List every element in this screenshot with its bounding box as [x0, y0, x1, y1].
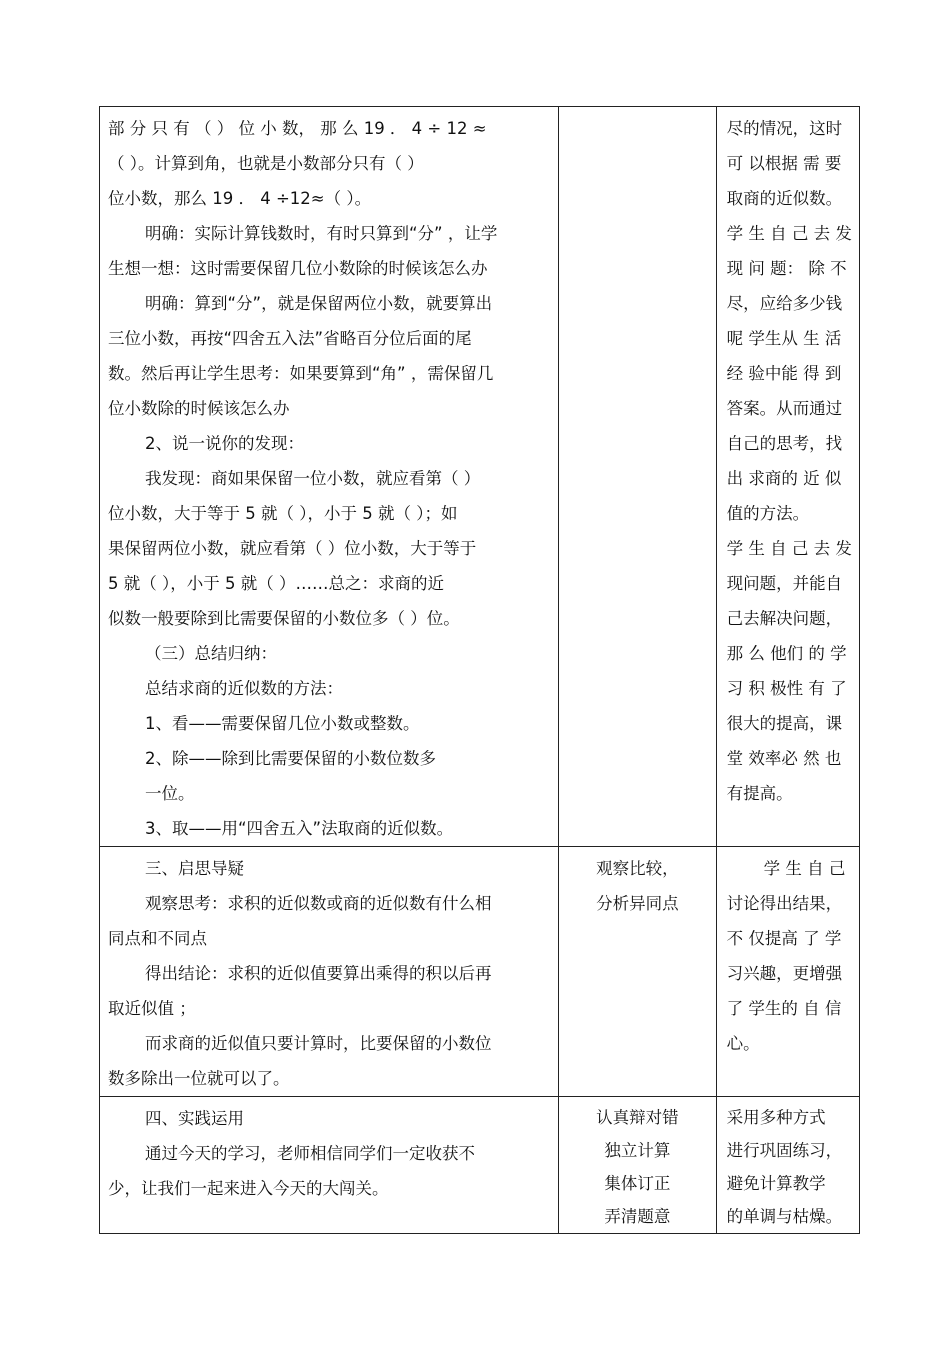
text-line: 生想一想：这时需要保留几位小数除的时候该怎么办: [108, 259, 488, 278]
text-line: 不 仅提高 了 学: [726, 929, 842, 948]
text-line: 位小数除的时候该怎么办: [108, 399, 290, 418]
text-line: （ ）。计算到角，也就是小数部分只有（ ）: [108, 154, 424, 173]
text-line: 弄清题意: [604, 1207, 671, 1226]
lesson-plan-table: [99, 106, 860, 1234]
text-line: 学 生 自 己 去 发: [726, 224, 852, 243]
text-line: 答案。从而通过: [726, 399, 843, 418]
text-line: 可 以根据 需 要: [726, 154, 842, 173]
teaching-process-cell: [100, 107, 559, 847]
text-line: 总结求商的近似数的方法：: [145, 679, 343, 698]
text-line: 我发现：商如果保留一位小数，就应看第（ ）: [145, 469, 481, 488]
text-line: 习 积 极性 有 了: [726, 679, 847, 698]
text-line: 己去解决问题，: [726, 609, 843, 628]
text-line: （三）总结归纳：: [145, 644, 277, 663]
table-row: [100, 107, 860, 847]
text-line: 2、除——除到比需要保留的小数位数多: [145, 749, 436, 768]
design-intent-cell: [716, 107, 859, 847]
text-line: 取商的近似数。: [726, 189, 843, 208]
text-line: 习兴趣，更增强: [726, 964, 843, 983]
student-activity-cell: [559, 847, 716, 1097]
text-line: 2、说一说你的发现：: [145, 434, 304, 453]
text-line: 数多除出一位就可以了。: [108, 1069, 290, 1088]
table-row: [100, 1097, 860, 1234]
text-line: 了 学生的 自 信: [726, 999, 842, 1018]
text-line: 值的方法。: [726, 504, 810, 523]
text-line: 尽的情况，这时: [726, 119, 843, 138]
text-line: 经 验中能 得 到: [726, 364, 842, 383]
text-line: 明确：实际计算钱数时，有时只算到“分” ，让学: [145, 224, 498, 243]
text-line: 认真辩对错: [596, 1108, 679, 1127]
text-line: 集体订正: [604, 1174, 671, 1193]
text-line: 四、实践运用: [145, 1109, 244, 1128]
text-line: 学 生 自 己 去 发: [726, 539, 852, 558]
text-line: 讨论得出结果，: [726, 894, 843, 913]
text-line: 采用多种方式: [726, 1108, 826, 1127]
text-line: 三、启思导疑: [145, 859, 244, 878]
text-line: 少，让我们一起来进入今天的大闯关。: [108, 1179, 389, 1198]
teaching-process-cell: [100, 847, 559, 1097]
text-line: 得出结论：求积的近似值要算出乘得的积以后再: [145, 964, 492, 983]
text-line: 分析异同点: [596, 894, 679, 913]
text-line: 现问题，并能自: [726, 574, 843, 593]
text-line: 很大的提高，课: [726, 714, 843, 733]
text-line: 堂 效率必 然 也: [726, 749, 842, 768]
text-line: 现 问 题： 除 不: [726, 259, 847, 278]
text-line: 避免计算教学: [726, 1174, 826, 1193]
text-line: 明确：算到“分”，就是保留两位小数，就要算出: [145, 294, 493, 313]
text-line: 3、取——用“四舍五入”法取商的近似数。: [145, 819, 454, 838]
text-line: 心。: [726, 1034, 760, 1053]
text-line: 那 么 他们 的 学: [726, 644, 847, 663]
text-line: 自己的思考，找: [726, 434, 843, 453]
text-line: 进行巩固练习，: [726, 1141, 843, 1160]
text-line: 果保留两位小数，就应看第（ ）位小数，大于等于: [108, 539, 477, 558]
student-activity-cell: [559, 1097, 716, 1234]
text-line: 通过今天的学习，老师相信同学们一定收获不: [145, 1144, 475, 1163]
text-line: 独立计算: [604, 1141, 671, 1160]
student-activity-cell: [559, 107, 716, 847]
text-line: 观察比较，: [596, 859, 679, 878]
text-line: 同点和不同点: [108, 929, 207, 948]
design-intent-cell: [716, 1097, 859, 1234]
text-line: 而求商的近似值只要计算时，比要保留的小数位: [145, 1034, 492, 1053]
text-line: 呢 学生从 生 活: [726, 329, 842, 348]
text-line: 有提高。: [726, 784, 793, 803]
text-line: 尽，应给多少钱: [726, 294, 843, 313]
text-line: 观察思考：求积的近似数或商的近似数有什么相: [145, 894, 492, 913]
text-line: 的单调与枯燥。: [726, 1207, 843, 1226]
text-line: 学 生 自 己: [763, 859, 846, 878]
text-line: 5 就（ ），小于 5 就（ ）……总之：求商的近: [108, 574, 444, 593]
text-line: 似数一般要除到比需要保留的小数位多（ ）位。: [108, 609, 460, 628]
text-line: 位小数，那么 19 ． 4 ÷12≈（ ）。: [108, 189, 372, 208]
design-intent-cell: [716, 847, 859, 1097]
text-line: 1、看——需要保留几位小数或整数。: [145, 714, 420, 733]
teaching-process-cell: [100, 1097, 559, 1234]
text-line: 取近似值 ；: [108, 999, 196, 1018]
text-line: 数。然后再让学生思考：如果要算到“角” ，需保留几: [108, 364, 494, 383]
text-line: 一位。: [145, 784, 195, 803]
text-line: 出 求商的 近 似: [726, 469, 842, 488]
table-row: [100, 847, 860, 1097]
text-line: 三位小数，再按“四舍五入法”省略百分位后面的尾: [108, 329, 472, 348]
text-line: 部 分 只 有 （ ） 位 小 数， 那 么 19 ． 4 ÷ 12 ≈: [108, 119, 487, 138]
text-line: 位小数，大于等于 5 就（ ），小于 5 就（ ）；如: [108, 504, 458, 523]
